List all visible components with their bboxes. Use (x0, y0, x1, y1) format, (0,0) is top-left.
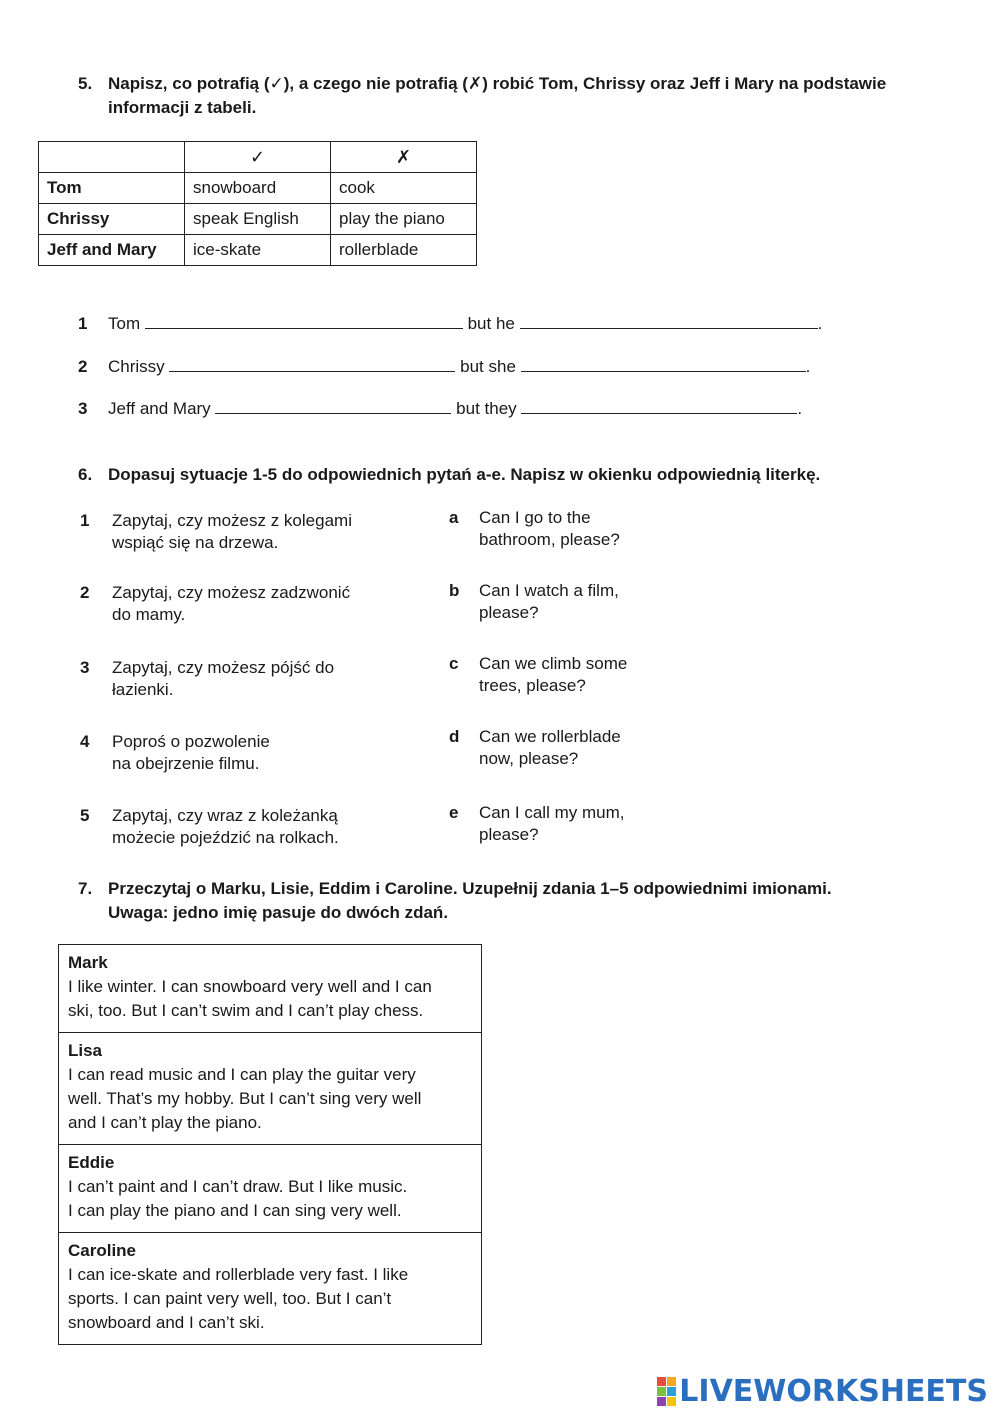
sentence-subject: Tom (108, 314, 141, 333)
answer-blank-can[interactable] (169, 355, 455, 372)
question-text: please? (479, 603, 539, 622)
table-header-cell (39, 142, 185, 173)
liveworksheets-logo[interactable] (657, 1374, 988, 1408)
situation-text: wspiąć się na drzewa. (112, 533, 279, 552)
situation-item[interactable] (80, 582, 420, 626)
reading-line: snowboard and I can’t ski. (68, 1313, 265, 1332)
question-item[interactable] (449, 653, 789, 697)
situation-text: łazienki. (112, 680, 174, 699)
table-header-row (39, 142, 477, 173)
question-item[interactable] (449, 726, 789, 770)
sentence-row: 1 Tom but he . (78, 314, 823, 333)
situation-item[interactable] (80, 510, 420, 554)
table-cell-cannot: cook (331, 173, 477, 204)
question-letter: a (449, 508, 459, 527)
table-cell-name: Jeff and Mary (39, 235, 185, 266)
table-cell-cannot: play the piano (331, 204, 477, 235)
task-text: Dopasuj sytuacje 1-5 do odpowiednich pytań a-e. Napisz w okienku odpowiednią literkę. (108, 465, 821, 484)
situation-text: do mamy. (112, 605, 186, 624)
can-header-check-icon: ✓ (185, 142, 331, 173)
table-cell-name: Chrissy (39, 204, 185, 235)
table-cell-cannot: rollerblade (331, 235, 477, 266)
question-text: now, please? (479, 749, 579, 768)
table-cell-can: snowboard (185, 173, 331, 204)
question-text: Can I watch a film, (479, 581, 619, 600)
question-text: Can we climb some (479, 654, 628, 673)
logo-square (657, 1397, 666, 1406)
reading-name: Eddie (68, 1153, 115, 1172)
reading-line: I can play the piano and I can sing very well. (68, 1201, 402, 1220)
reading-section (59, 1144, 481, 1232)
question-text: please? (479, 825, 539, 844)
table-cell-can: speak English (185, 204, 331, 235)
situation-text: Zapytaj, czy możesz pójść do (112, 658, 335, 677)
sentence-number: 1 (78, 314, 88, 333)
sentence-subject: Jeff and Mary (108, 399, 211, 418)
reading-line: I can read music and I can play the guitar very (68, 1065, 416, 1084)
answer-blank-cannot[interactable] (520, 312, 818, 329)
sentence-row: 3 Jeff and Mary but they . (78, 399, 803, 418)
question-letter: b (449, 581, 460, 600)
situation-text: na obejrzenie filmu. (112, 754, 260, 773)
question-item[interactable] (449, 802, 789, 846)
task-number: 7. (78, 879, 93, 898)
situation-number: 5 (80, 806, 90, 825)
situation-number: 2 (80, 583, 90, 602)
task6-instruction (78, 463, 938, 487)
task5-instruction (78, 72, 938, 120)
situation-number: 3 (80, 658, 90, 677)
table-row (39, 235, 477, 266)
question-text: Can we rollerblade (479, 727, 621, 746)
question-letter: d (449, 727, 460, 746)
logo-square (667, 1387, 676, 1396)
reading-name: Mark (68, 953, 108, 972)
answer-blank-cannot[interactable] (521, 355, 806, 372)
question-text: Can I go to the (479, 508, 591, 527)
reading-line: I can ice-skate and rollerblade very fast. I like (68, 1265, 409, 1284)
reading-box (58, 944, 482, 1345)
sentence-row: 2 Chrissy but she . (78, 357, 811, 376)
question-item[interactable] (449, 580, 789, 624)
logo-text: LIVEWORKSHEETS (679, 1373, 988, 1409)
situation-text: Zapytaj, czy wraz z koleżanką (112, 806, 338, 825)
task-number: 6. (78, 465, 93, 484)
skills-table (38, 141, 477, 266)
reading-section (59, 945, 481, 1032)
question-text: bathroom, please? (479, 530, 620, 549)
situation-number: 4 (80, 732, 90, 751)
situation-item[interactable] (80, 657, 420, 701)
question-text: trees, please? (479, 676, 586, 695)
reading-line: I like winter. I can snowboard very well and I can (68, 977, 432, 996)
reading-section (59, 1032, 481, 1144)
task-text: Uwaga: jedno imię pasuje do dwóch zdań. (108, 903, 449, 922)
table-cell-name: Tom (39, 173, 185, 204)
situation-number: 1 (80, 511, 90, 530)
logo-square (667, 1397, 676, 1406)
situation-text: możecie pojeździć na rolkach. (112, 828, 339, 847)
reading-line: and I can’t play the piano. (68, 1113, 262, 1132)
task7-instruction (78, 877, 958, 925)
reading-line: I can’t paint and I can’t draw. But I like music. (68, 1177, 408, 1196)
situation-text: Zapytaj, czy możesz z kolegami (112, 511, 352, 530)
situation-item[interactable] (80, 805, 420, 849)
question-item[interactable] (449, 507, 789, 551)
reading-line: sports. I can paint very well, too. But I can’t (68, 1289, 392, 1308)
logo-square (657, 1377, 666, 1386)
sentence-subject: Chrissy (108, 357, 165, 376)
logo-square (667, 1377, 676, 1386)
sentence-number: 3 (78, 399, 88, 418)
question-text: Can I call my mum, (479, 803, 625, 822)
answer-blank-can[interactable] (215, 397, 451, 414)
reading-name: Lisa (68, 1041, 103, 1060)
logo-square (657, 1387, 666, 1396)
task-number: 5. (78, 74, 93, 93)
question-letter: c (449, 654, 459, 673)
situation-item[interactable] (80, 731, 420, 775)
task-text: Napisz, co potrafią (✓), a czego nie potrafią (✗) robić Tom, Chrissy oraz Jeff i Mary na podstawie informacji z tabeli. (108, 74, 887, 117)
table-row (39, 173, 477, 204)
sentence-conjunction: but he (467, 314, 515, 333)
logo-mark-icon (657, 1377, 676, 1406)
sentence-conjunction: but they (456, 399, 517, 418)
answer-blank-can[interactable] (145, 312, 463, 329)
reading-line: well. That’s my hobby. But I can’t sing very well (68, 1089, 422, 1108)
sentence-number: 2 (78, 357, 88, 376)
table-cell-can: ice-skate (185, 235, 331, 266)
reading-name: Caroline (68, 1241, 137, 1260)
situation-text: Zapytaj, czy możesz zadzwonić (112, 583, 351, 602)
cannot-header-cross-icon: ✗ (331, 142, 477, 173)
reading-line: ski, too. But I can’t swim and I can’t play chess. (68, 1001, 424, 1020)
situation-text: Poproś o pozwolenie (112, 732, 270, 751)
task-text: Przeczytaj o Marku, Lisie, Eddim i Caroline. Uzupełnij zdania 1–5 odpowiednimi imionami. (108, 879, 832, 898)
table-row (39, 204, 477, 235)
sentence-conjunction: but she (460, 357, 516, 376)
question-letter: e (449, 803, 459, 822)
answer-blank-cannot[interactable] (521, 397, 797, 414)
reading-section (59, 1232, 481, 1344)
